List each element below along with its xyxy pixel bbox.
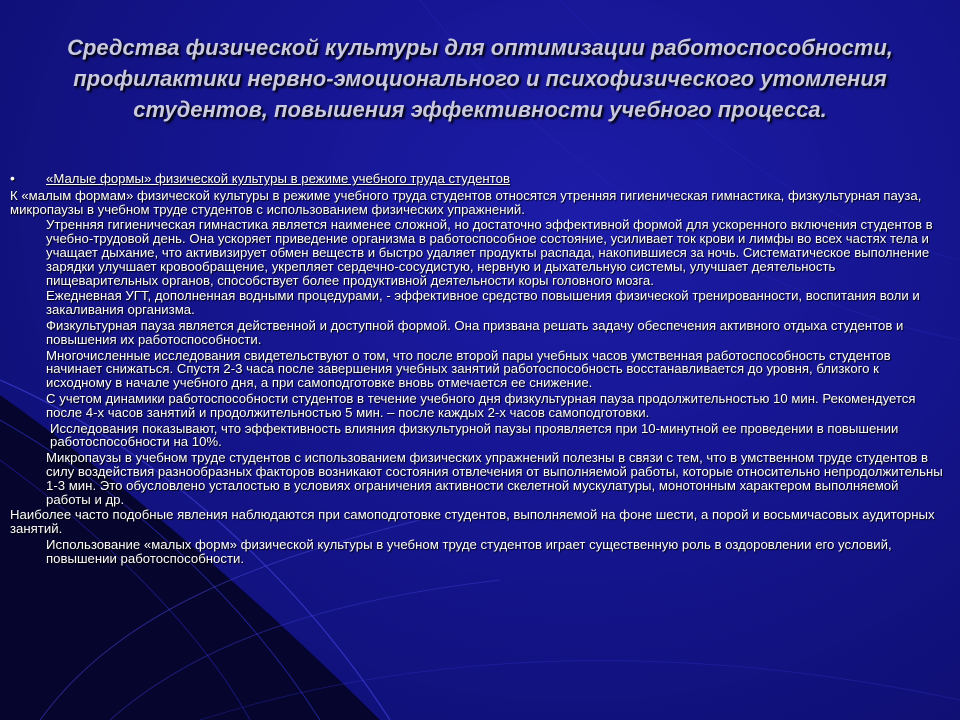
bullet-item bbox=[10, 172, 945, 186]
paragraph-conclusion: Использование «малых форм» физической культуры в учебном труде студентов играет существенную роль в оздоровлении его условий, повышении работоспособности. bbox=[46, 536, 892, 566]
paragraph-effectiveness: Исследования показывают, что эффективность влияния физкультурной паузы проявляется при 10-минутной ее проведении в повышении работоспособности на 10%. bbox=[50, 420, 899, 450]
paragraph-micropauses: Микропаузы в учебном труде студентов с использованием физических упражнений полезны в связи с тем, что в умственном труде студентов в силу воздействия разнообразных факторов возникают состояния отвлечения от выполняемой работы, которые относительно непродолжительны 1-3 мин. Это обусловлено усталостью в условиях ограничения активности скелетной мускулатуры, монотонным характером выполняемой работы и др. bbox=[46, 450, 943, 507]
slide-body bbox=[10, 172, 945, 568]
slide-title: Средства физической культуры для оптимизации работоспособности, профилактики нервно-эмоционального и психофизического утомления студентов, повышения эффективности учебного процесса. bbox=[67, 35, 893, 122]
bullet-dot: • bbox=[10, 170, 15, 186]
paragraph-pause: Физкультурная пауза является действенной и доступной формой. Она призвана решать задачу обеспечения активного отдыха студентов и повышения их работоспособности. bbox=[46, 317, 904, 347]
paragraph-ugt: Ежедневная УГТ, дополненная водными процедурами, - эффективное средство повышения физической тренированности, воспитания воли и закаливания организма. bbox=[46, 288, 920, 318]
paragraph-morning-gymnastics: Утренняя гигиеническая гимнастика является наименее сложной, но достаточно эффективной формой для ускоренного включения студентов в учебно-трудовой день. Она ускоряет приведение организма в работоспособное состояние, усиливает ток крови и лимфы во всех частях тела и учащает дыхание, что активизирует обмен веществ и быстро удаляет продукты распада, накопившиеся за ночь. Систематическое выполнение зарядки улучшает кровообращение, укрепляет сердечно-сосудистую, нервную и дыхательную системы, улучшает деятельность пищеварительных органов, способствует более продуктивной деятельности коры головного мозга. bbox=[46, 217, 933, 288]
paragraph-dynamics: С учетом динамики работоспособности студентов в течение учебного дня физкультурная пауза продолжительностью 10 мин. Рекомендуется после 4-х часов занятий и продолжительностью 5 мин. – после каждых 2-х часов самоподготовки. bbox=[46, 390, 916, 420]
paragraph-research: Многочисленные исследования свидетельствуют о том, что после второй пары учебных часов умственная работоспособность студентов начинает снижаться. Спустя 2-3 часа после завершения учебных занятий работоспособность восстанавливается до уровня, близкого к исходному в начале учебного дня, а при самоподготовке вновь отмечается ее снижение. bbox=[46, 347, 891, 391]
paragraph-selfstudy: Наиболее часто подобные явления наблюдаются при самоподготовке студентов, выполняемой на фоне шести, а порой и восьмичасовых аудиторных занятий. bbox=[10, 507, 935, 537]
paragraph-intro: К «малым формам» физической культуры в режиме учебного труда студентов относятся утренняя гигиеническая гимнастика, физкультурная пауза, микропаузы в учебном труде студентов с использованием физических упражнений. bbox=[10, 187, 922, 217]
bullet-text: «Малые формы» физической культуры в режиме учебного труда студентов bbox=[46, 171, 510, 186]
